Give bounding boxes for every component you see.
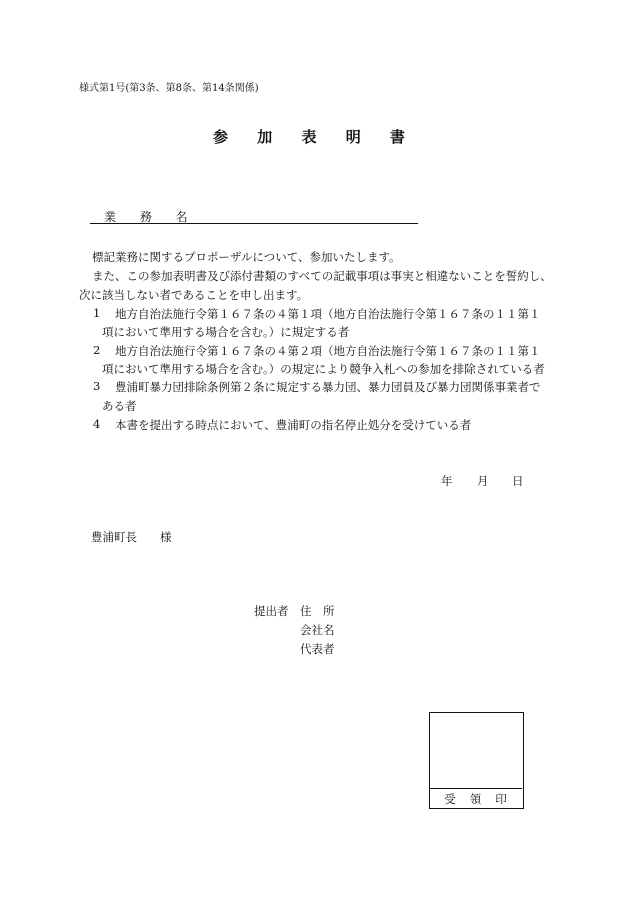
- stamp-divider: [429, 788, 522, 789]
- item-text: 地方自治法施行令第１６７条の４第２項（地方自治法施行令第１６７条の１１第１: [115, 344, 541, 358]
- date-day-label: 日: [512, 474, 524, 488]
- representative-label: 代表者: [300, 642, 335, 656]
- body-line-2: また、この参加表明書及び添付書類のすべての記載事項は事実と相違ないことを誓約し、: [92, 269, 552, 283]
- item-number: 3: [93, 379, 101, 393]
- form-number: 様式第1号(第3条、第8条、第14条関係): [79, 83, 259, 94]
- project-name-field: [90, 208, 418, 224]
- item-number: 4: [93, 417, 101, 431]
- submitter-label: 提出者: [254, 604, 289, 618]
- item-text: 本書を提出する時点において、豊浦町の指名停止処分を受けている者: [115, 418, 472, 432]
- item-text-cont: 項において準用する場合を含む。）に規定する者: [102, 325, 350, 339]
- company-label: 会社名: [300, 623, 335, 637]
- item-text: 豊浦町暴力団排除条例第２条に規定する暴力団、暴力団員及び暴力団関係事業者で: [115, 380, 541, 394]
- receipt-stamp-label: 受領印: [444, 792, 521, 806]
- item-text: 地方自治法施行令第１６７条の４第１項（地方自治法施行令第１６７条の１１第１: [115, 307, 541, 321]
- body-line-3: 次に該当しない者であることを申し出ます。: [79, 288, 309, 302]
- project-name-label: 業 務 名: [104, 210, 198, 224]
- item-text-cont: ある者: [102, 399, 137, 413]
- item-number: 2: [93, 343, 101, 357]
- document-title: 参 加 表 明 書: [213, 128, 417, 146]
- addressee: 豊浦町長 様: [91, 530, 172, 544]
- item-number: 1: [93, 306, 101, 320]
- date-year-label: 年: [441, 474, 453, 488]
- item-text-cont: 項において準用する場合を含む。）の規定により競争入札への参加を排除されている者: [102, 362, 545, 376]
- address-label: 住 所: [300, 604, 335, 618]
- date-month-label: 月: [477, 474, 489, 488]
- body-line-1: 標記業務に関するプロポーザルについて、参加いたします。: [92, 250, 401, 264]
